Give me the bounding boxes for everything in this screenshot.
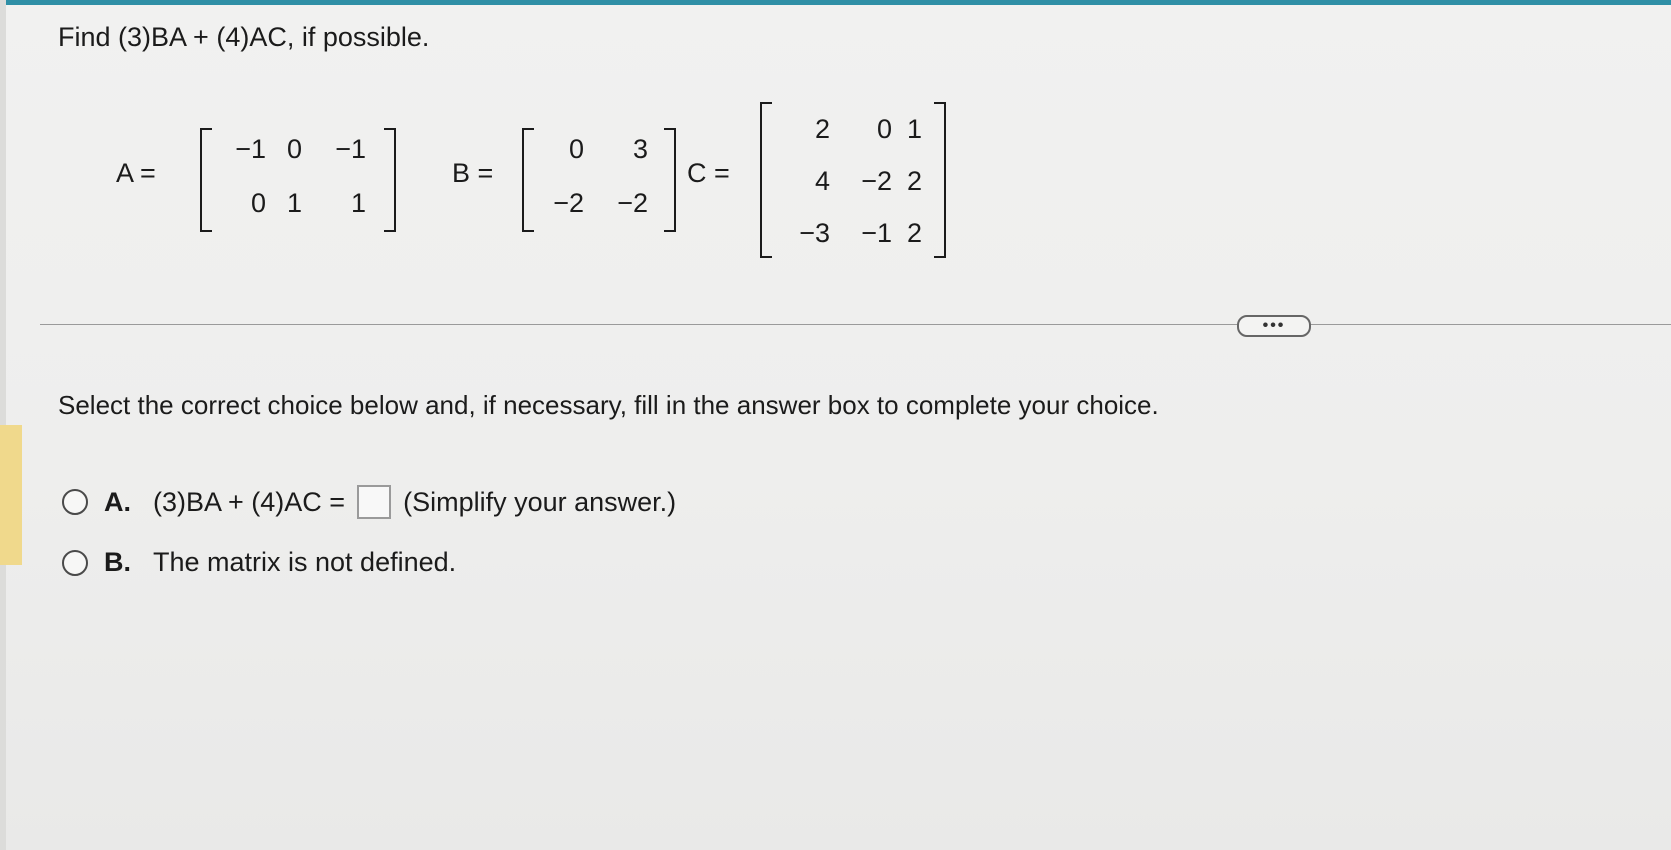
matrix-a-label: A = bbox=[116, 158, 156, 188]
matrix-c-cell: 2 bbox=[906, 166, 922, 196]
matrix-c-right-bracket bbox=[934, 102, 946, 258]
matrix-c-cell: −2 bbox=[861, 166, 892, 196]
choice-a-suffix: (Simplify your answer.) bbox=[403, 486, 677, 517]
matrix-a-cell: 0 bbox=[250, 188, 266, 218]
matrix-b-right-bracket bbox=[664, 128, 676, 232]
question-text: Find (3)BA + (4)AC, if possible. bbox=[58, 22, 430, 52]
matrix-a bbox=[200, 128, 396, 232]
choice-a[interactable] bbox=[62, 485, 676, 519]
instruction-text: Select the correct choice below and, if necessary, fill in the answer box to complete your choice. bbox=[58, 390, 1159, 420]
matrix-c-cell: 4 bbox=[814, 166, 830, 196]
matrix-b-cell: −2 bbox=[553, 188, 584, 218]
matrix-a-left-bracket bbox=[200, 128, 212, 232]
matrix-b bbox=[522, 128, 676, 232]
matrix-b-label: B = bbox=[452, 158, 494, 188]
more-options-button[interactable]: ••• bbox=[1237, 315, 1311, 337]
top-accent-bar bbox=[0, 0, 1671, 5]
matrix-c-cell: −3 bbox=[799, 218, 830, 248]
matrix-a-cell: 1 bbox=[350, 188, 366, 218]
matrix-a-cell: −1 bbox=[235, 134, 266, 164]
matrix-c-cell: 0 bbox=[876, 114, 892, 144]
current-question-marker bbox=[0, 425, 22, 565]
matrix-c-cell: 2 bbox=[814, 114, 830, 144]
choice-a-prefix: (3)BA + (4)AC = bbox=[153, 486, 346, 517]
matrix-b-cell: 0 bbox=[568, 134, 584, 164]
choice-b[interactable] bbox=[62, 547, 456, 578]
matrix-c-cell: 2 bbox=[906, 218, 922, 248]
matrix-a-right-bracket bbox=[384, 128, 396, 232]
matrix-a-cell: −1 bbox=[335, 134, 366, 164]
answer-input-box[interactable] bbox=[357, 485, 391, 519]
matrix-b-cell: −2 bbox=[617, 188, 648, 218]
choice-a-letter: A. bbox=[104, 486, 131, 517]
matrix-a-cell: 1 bbox=[286, 188, 302, 218]
matrix-b-left-bracket bbox=[522, 128, 534, 232]
matrix-c bbox=[760, 102, 946, 258]
matrix-c-label: C = bbox=[687, 158, 730, 188]
matrix-b-cell: 3 bbox=[632, 134, 648, 164]
choice-b-text: The matrix is not defined. bbox=[153, 547, 457, 577]
radio-b[interactable] bbox=[62, 550, 88, 576]
matrix-c-cell: −1 bbox=[861, 218, 892, 248]
radio-a[interactable] bbox=[62, 489, 88, 515]
matrix-c-cell: 1 bbox=[906, 114, 922, 144]
matrix-c-left-bracket bbox=[760, 102, 772, 258]
matrix-a-cell: 0 bbox=[286, 134, 302, 164]
choice-b-letter: B. bbox=[104, 547, 131, 577]
section-divider bbox=[40, 324, 1671, 325]
